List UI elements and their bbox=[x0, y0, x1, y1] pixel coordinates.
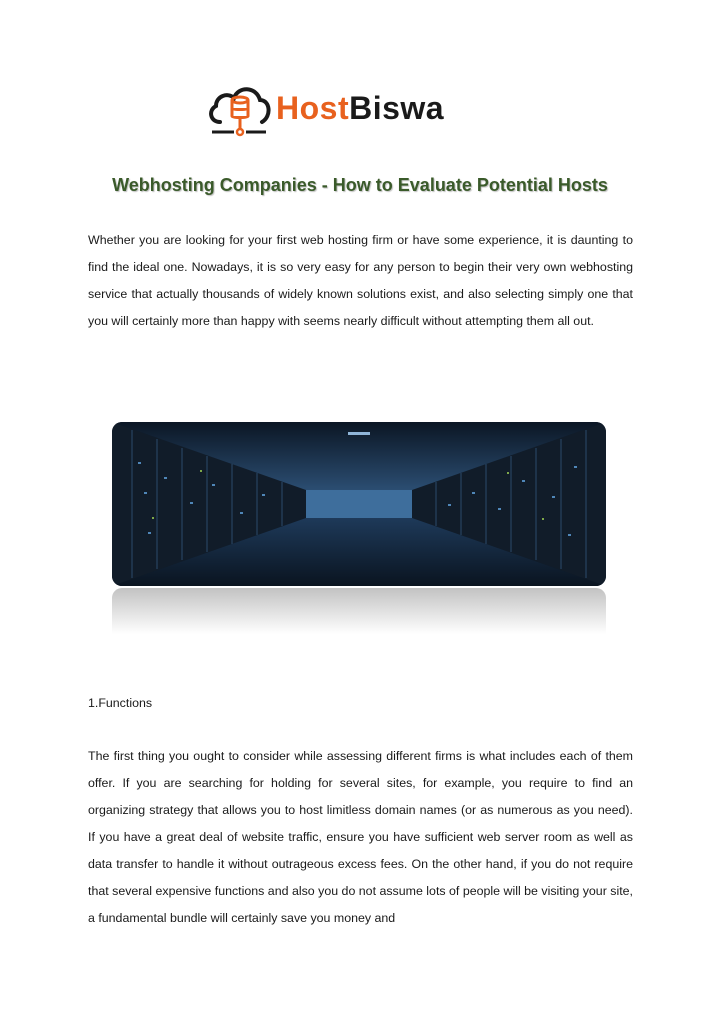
logo-text-host: Host bbox=[276, 90, 350, 126]
section-heading-functions: 1.Functions bbox=[88, 696, 153, 710]
functions-paragraph: The first thing you ought to consider while assessing different firms is what includes each of them offer. If you are searching for holding for several sites, for example, you require to find an organizing strategy that allows you to host limitless domain names (or as numerous as you need). If you have a great deal of website traffic, ensure you have sufficient web server room as well as data transfer to handle it without outrageous excess fees. On the other hand, if you do not require that several expensive functions and also you do not assume lots of people will be visiting your site, a fundamental bundle will certainly save you money and bbox=[88, 749, 633, 925]
cloud-database-icon bbox=[206, 82, 272, 138]
logo-text-biswa: Biswa bbox=[349, 90, 445, 126]
photo-reflection bbox=[112, 588, 606, 634]
server-room-photo bbox=[112, 422, 606, 634]
hostbiswa-logo bbox=[206, 82, 516, 138]
server-room-image bbox=[112, 422, 606, 586]
logo-wordmark bbox=[276, 88, 444, 128]
intro-paragraph: Whether you are looking for your first web hosting firm or have some experience, it is daunting to find the ideal one. Nowadays, it is so very easy for any person to begin their very own webhosting service that actually thousands of widely known solutions exist, and also selecting simply one that you will certainly more than happy with seems nearly difficult without attempting them all out. bbox=[88, 233, 633, 328]
article-title: Webhosting Companies - How to Evaluate Potential Hosts bbox=[112, 175, 608, 195]
